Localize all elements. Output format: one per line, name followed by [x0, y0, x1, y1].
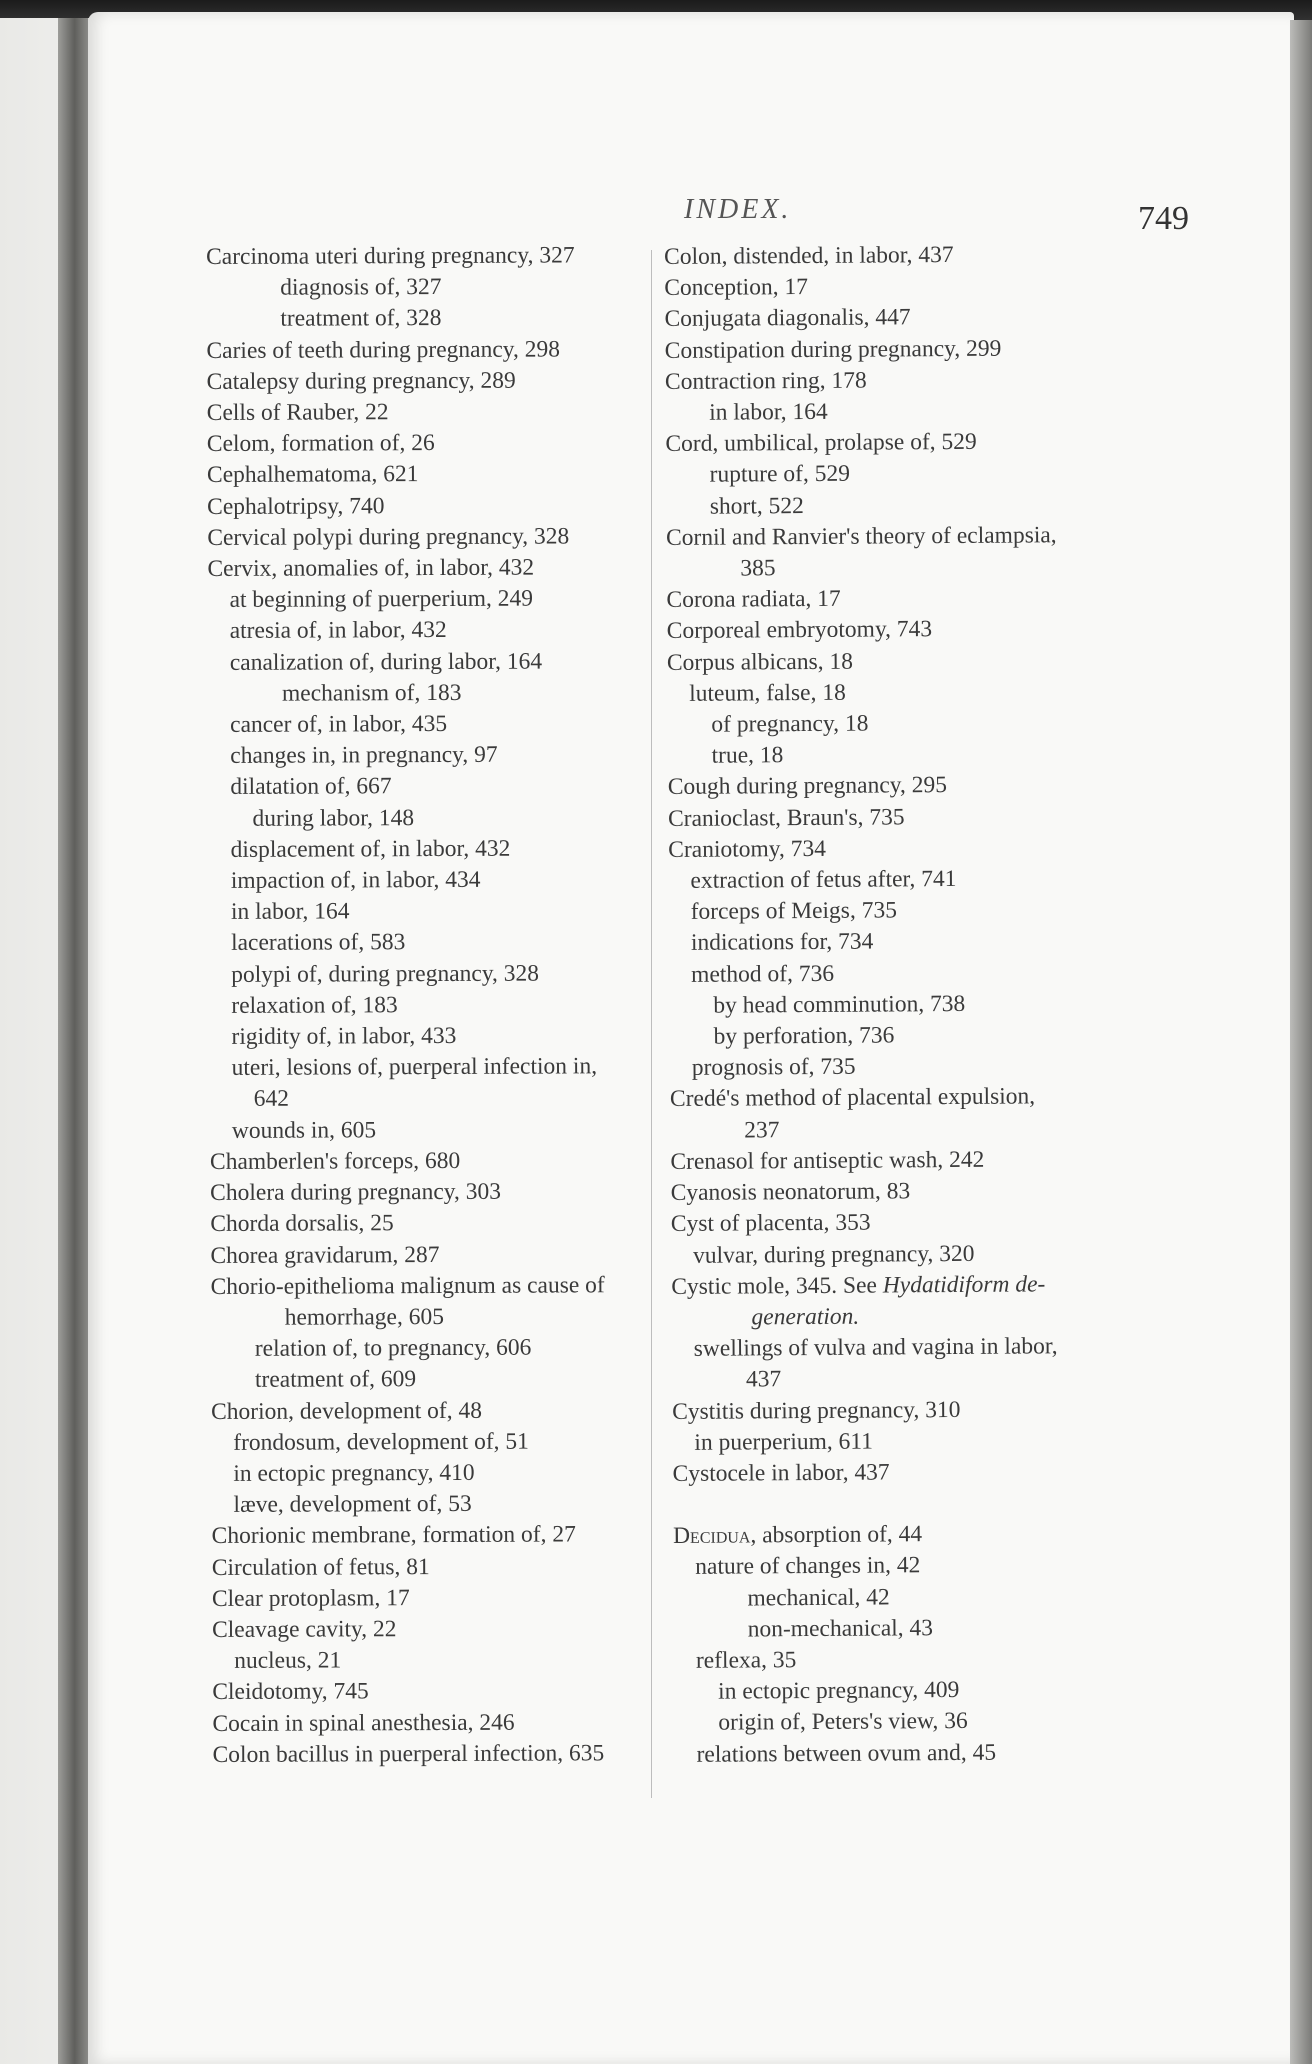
index-heading: Cystocele in labor, 437 — [672, 1459, 890, 1487]
index-subentry: 642 — [253, 1086, 290, 1113]
index-subentry: hemorrhage, 605 — [284, 1303, 444, 1331]
index-subentry: short, 522 — [709, 492, 804, 520]
index-heading: Craniotomy, 734 — [668, 835, 827, 863]
index-heading: Cord, umbilical, prolapse of, 529 — [665, 429, 977, 458]
book-spine-shadow — [58, 18, 88, 2064]
index-subentry: 385 — [740, 555, 776, 582]
index-subentry: by perforation, 736 — [713, 1022, 895, 1050]
index-heading: Cystic mole, 345. See Hydatidiform de- — [671, 1271, 1046, 1300]
index-subentry: treatment of, 328 — [280, 305, 442, 333]
index-heading: Cornil and Ranvier's theory of eclampsia, — [665, 522, 1057, 551]
index-heading: Conception, 17 — [664, 274, 809, 302]
index-subentry: in ectopic pregnancy, 410 — [233, 1459, 475, 1487]
index-subentry: wounds in, 605 — [231, 1116, 377, 1144]
index-subentry: frondosum, development of, 51 — [233, 1428, 529, 1456]
index-subentry: of pregnancy, 18 — [711, 710, 869, 738]
index-heading: Corporeal embryotomy, 743 — [666, 616, 933, 645]
index-heading: Colon bacillus in puerperal infection, 635 — [212, 1740, 605, 1768]
index-subentry: at beginning of puerperium, 249 — [229, 585, 534, 614]
index-heading: Chorea gravidarum, 287 — [210, 1241, 440, 1269]
index-heading: Chorio-epithelioma malignum as cause of — [210, 1271, 605, 1300]
index-heading: Cleavage cavity, 22 — [211, 1616, 397, 1643]
index-subentry: displacement of, in labor, 432 — [230, 835, 511, 863]
index-heading: Credé's method of placental expulsion, — [669, 1083, 1036, 1113]
index-heading: Corona radiata, 17 — [666, 586, 841, 614]
index-heading: Cervix, anomalies of, in labor, 432 — [207, 554, 535, 583]
index-heading: Circulation of fetus, 81 — [211, 1553, 430, 1581]
index-subentry: polypi of, during pregnancy, 328 — [231, 960, 540, 988]
page-stack-edge — [1290, 20, 1312, 2064]
index-heading: Cranioclast, Braun's, 735 — [667, 803, 905, 832]
index-subentry: by head comminution, 738 — [713, 990, 966, 1019]
index-subentry: uteri, lesions of, puerperal infection in, — [231, 1053, 598, 1082]
index-subentry: relation of, to pregnancy, 606 — [254, 1334, 532, 1362]
index-heading: Cough during pregnancy, 295 — [667, 772, 948, 801]
index-subentry: during labor, 148 — [252, 804, 415, 832]
index-subentry: cancer of, in labor, 435 — [230, 710, 448, 738]
index-subentry: relations between ovum and, 45 — [696, 1739, 997, 1768]
index-subentry: relaxation of, 183 — [231, 992, 398, 1019]
index-subentry: changes in, in pregnancy, 97 — [230, 741, 498, 770]
index-heading: Cleidotomy, 745 — [212, 1678, 369, 1706]
index-subentry: 437 — [745, 1366, 782, 1393]
index-subentry: nature of changes in, 42 — [695, 1552, 921, 1581]
index-subentry: forceps of Meigs, 735 — [690, 897, 897, 926]
index-subentry: rigidity of, in labor, 433 — [231, 1022, 457, 1050]
index-subentry: rupture of, 529 — [709, 461, 851, 489]
running-head: INDEX. — [684, 194, 792, 225]
index-subentry: in puerperium, 611 — [694, 1428, 874, 1456]
index-heading: Cocain in spinal anesthesia, 246 — [212, 1709, 515, 1737]
index-heading: Contraction ring, 178 — [664, 367, 867, 395]
index-heading: Cyanosis neonatorum, 83 — [670, 1178, 911, 1207]
index-subentry: nucleus, 21 — [234, 1647, 342, 1675]
index-heading: Carcinoma uteri during pregnancy, 327 — [206, 242, 575, 270]
index-heading: Clear protoplasm, 17 — [211, 1584, 410, 1612]
index-subentry: impaction of, in labor, 434 — [230, 866, 481, 894]
index-subentry: in labor, 164 — [709, 398, 828, 426]
index-subentry: mechanical, 42 — [747, 1583, 890, 1611]
index-subentry: in labor, 164 — [230, 898, 350, 926]
index-heading: Crenasol for antiseptic wash, 242 — [670, 1146, 985, 1175]
page-number: 749 — [1138, 200, 1189, 237]
index-column-right — [664, 239, 1135, 1771]
index-subentry: 237 — [744, 1116, 780, 1144]
index-subentry: lacerations of, 583 — [231, 929, 406, 957]
index-subentry: generation. — [751, 1303, 860, 1331]
index-heading: Celom, formation of, 26 — [206, 430, 435, 458]
column-divider — [651, 250, 652, 1798]
index-subentry: origin of, Peters's view, 36 — [718, 1708, 968, 1737]
index-heading: Cystitis during pregnancy, 310 — [672, 1396, 961, 1425]
index-subentry: method of, 736 — [691, 960, 835, 988]
index-heading: Cells of Rauber, 22 — [206, 399, 389, 427]
index-subentry: canalization of, during labor, 164 — [229, 648, 543, 676]
index-heading: Cyst of placenta, 353 — [670, 1209, 871, 1238]
index-heading: Chorda dorsalis, 25 — [210, 1210, 394, 1238]
index-subentry: atresia of, in labor, 432 — [229, 617, 447, 645]
index-heading: Chorion, development of, 48 — [211, 1397, 483, 1425]
index-subentry: extraction of fetus after, 741 — [690, 866, 957, 894]
index-subentry: non-mechanical, 43 — [747, 1614, 934, 1643]
index-heading: Cephalhematoma, 621 — [206, 461, 419, 489]
index-heading: Catalepsy during pregnancy, 289 — [206, 367, 516, 395]
index-column-left — [206, 240, 643, 1771]
index-subentry: vulvar, during pregnancy, 320 — [692, 1240, 975, 1269]
index-subentry: mechanism of, 183 — [281, 679, 462, 707]
index-subentry: prognosis of, 735 — [691, 1053, 856, 1082]
page-header — [88, 194, 1294, 237]
index-heading: Chorionic membrane, formation of, 27 — [211, 1521, 576, 1550]
index-subentry: læve, development of, 53 — [233, 1490, 472, 1519]
index-subentry: indications for, 734 — [690, 929, 874, 957]
index-subentry: true, 18 — [711, 742, 784, 769]
index-heading: Chamberlen's forceps, 680 — [209, 1147, 461, 1175]
index-heading: Corpus albicans, 18 — [666, 648, 854, 676]
index-heading: Cephalotripsy, 740 — [207, 492, 385, 520]
index-heading: Constipation during pregnancy, 299 — [664, 335, 1002, 364]
index-subentry: luteum, false, 18 — [689, 679, 846, 707]
index-heading: Cervical polypi during pregnancy, 328 — [207, 523, 570, 551]
index-heading: Conjugata diagonalis, 447 — [664, 304, 911, 333]
index-subentry: in ectopic pregnancy, 409 — [718, 1677, 960, 1705]
index-heading: Caries of teeth during pregnancy, 298 — [206, 336, 561, 364]
index-heading: Cholera during pregnancy, 303 — [210, 1178, 502, 1207]
section-gap — [673, 1487, 1133, 1521]
index-subentry: dilatation of, 667 — [230, 773, 392, 801]
index-heading: Colon, distended, in labor, 437 — [664, 241, 954, 270]
index-heading: Decidua, absorption of, 44 — [672, 1521, 923, 1550]
index-subentry: reflexa, 35 — [695, 1647, 797, 1674]
index-subentry: treatment of, 609 — [254, 1366, 417, 1394]
index-subentry: diagnosis of, 327 — [280, 274, 442, 301]
index-subentry: swellings of vulva and vagina in labor, — [693, 1333, 1058, 1362]
